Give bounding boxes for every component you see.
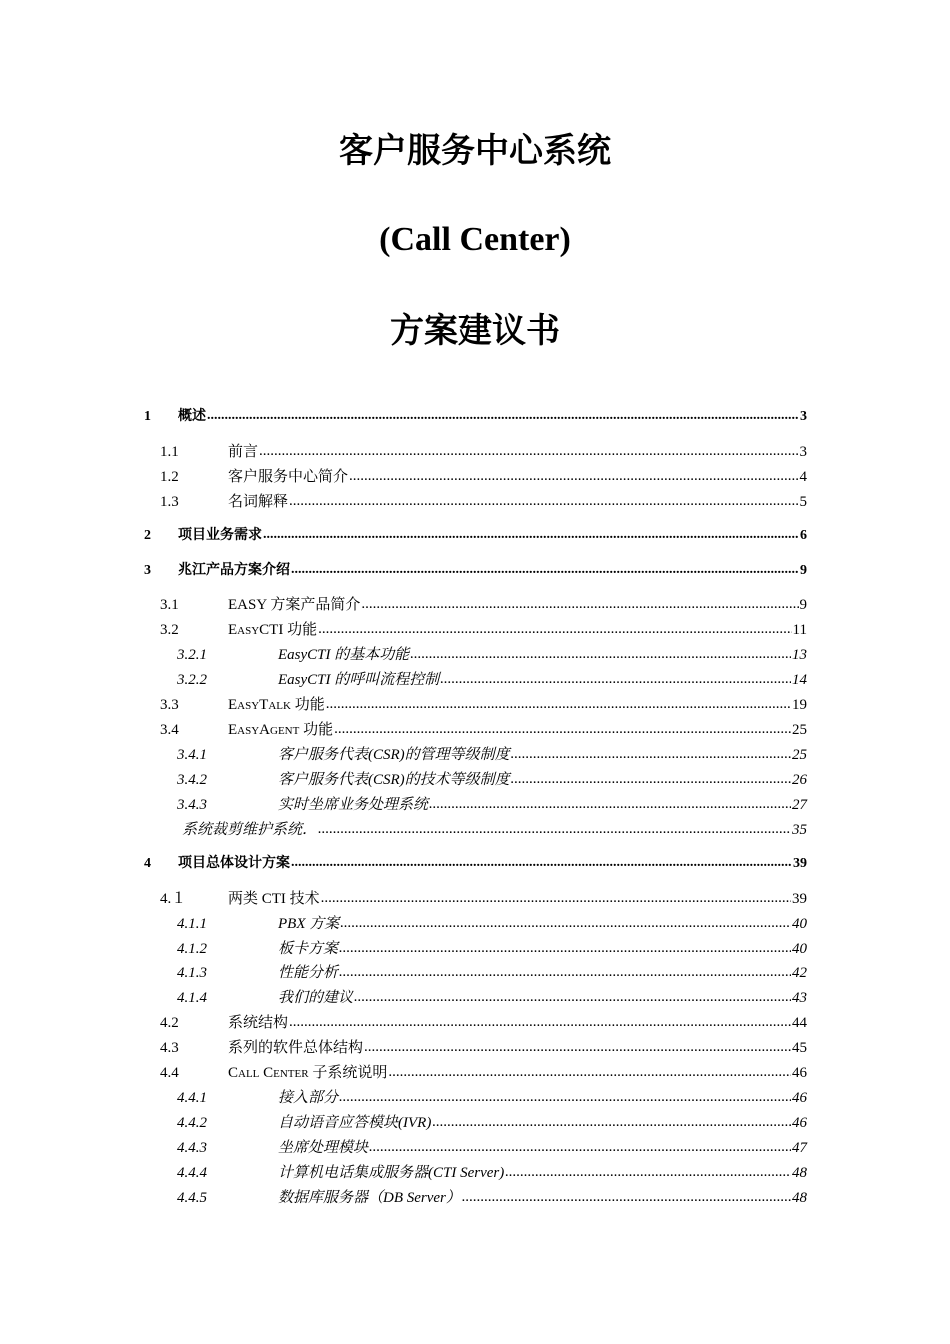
toc-entry-title: 系统裁剪维护系统．: [182, 822, 318, 838]
toc-entry-page: 27: [792, 797, 807, 813]
toc-entry-number: 3.4.1: [177, 747, 207, 763]
toc-entry-title: 名词解释: [228, 494, 289, 510]
toc-leader-dots: [361, 592, 798, 616]
toc-entry[interactable]: [160, 490, 807, 514]
toc-entry-number: 1.1: [160, 444, 179, 460]
toc-entry-number: 3.2.2: [177, 672, 207, 688]
toc-entry-number: 3.4.3: [177, 797, 207, 813]
toc-entry-page: 40: [792, 941, 807, 957]
toc-entry-title: 我们的建议: [278, 990, 354, 1006]
toc-leader-dots: [511, 767, 791, 791]
toc-leader-dots: [339, 960, 791, 984]
toc-entry-page: 3: [799, 444, 807, 460]
toc-entry[interactable]: [177, 961, 807, 985]
toc-entry-number: 4.4.3: [177, 1140, 207, 1156]
toc-leader-dots: [259, 439, 798, 463]
toc-entry-number: 1.2: [160, 469, 179, 485]
toc-entry-title: EasyCTI 的基本功能: [278, 647, 410, 663]
toc-entry-number: 4.2: [160, 1015, 179, 1031]
toc-entry[interactable]: [160, 1011, 807, 1035]
toc-entry-title: 概述: [178, 409, 206, 424]
toc-entry-number: 3.2: [160, 622, 179, 638]
toc-entry-page: 25: [792, 722, 807, 738]
toc-leader-dots: [339, 936, 791, 960]
toc-leader-dots: [354, 985, 791, 1009]
toc-entry[interactable]: [144, 559, 807, 583]
toc-entry[interactable]: [160, 718, 807, 742]
toc-entry-page: 45: [792, 1040, 807, 1056]
toc-entry-page: 25: [792, 747, 807, 763]
toc-entry-title: 系统结构: [228, 1015, 289, 1031]
toc-entry-number: 4.4.5: [177, 1190, 207, 1206]
toc-entry[interactable]: [177, 768, 807, 792]
toc-leader-dots: [326, 692, 791, 716]
toc-entry[interactable]: [177, 986, 807, 1010]
toc-entry-number: 4.4.2: [177, 1115, 207, 1131]
toc-entry-page: 40: [792, 916, 807, 932]
toc-leader-dots: [334, 717, 791, 741]
toc-entry-page: 3: [800, 409, 807, 424]
toc-entry-page: 46: [792, 1115, 807, 1131]
toc-entry[interactable]: [177, 1136, 807, 1160]
toc-entry[interactable]: [177, 643, 807, 667]
toc-entry-title: 客户服务中心简介: [228, 469, 349, 485]
toc-entry[interactable]: [160, 465, 807, 489]
toc-entry-number: 4: [144, 856, 151, 871]
toc-entry[interactable]: [177, 912, 807, 936]
toc-entry[interactable]: [177, 1111, 807, 1135]
toc-entry[interactable]: [160, 693, 807, 717]
toc-entry-page: 48: [792, 1165, 807, 1181]
toc-leader-dots: [339, 1085, 791, 1109]
toc-leader-dots: [429, 792, 791, 816]
toc-entry-title: 兆江产品方案介绍: [178, 563, 290, 578]
toc-entry-number: 4.4.1: [177, 1090, 207, 1106]
toc-leader-dots: [369, 1135, 791, 1159]
toc-entry-title: EASY 方案产品简介: [228, 597, 361, 613]
toc-entry-number: 4.1.1: [177, 916, 207, 932]
toc-entry-page: 43: [792, 990, 807, 1006]
toc-entry[interactable]: [144, 852, 807, 876]
toc-entry-number: 3.4.2: [177, 772, 207, 788]
document-title: 客户服务中心系统: [339, 133, 611, 170]
toc-leader-dots: [364, 1035, 791, 1059]
toc-leader-dots: [511, 742, 791, 766]
toc-entry-page: 5: [799, 494, 807, 510]
toc-entry[interactable]: [144, 405, 807, 429]
toc-entry-title: 接入部分: [278, 1090, 339, 1106]
toc-entry-title: 计算机电话集成服务器(CTI Server): [278, 1165, 505, 1181]
toc-leader-dots: [505, 1160, 791, 1184]
toc-entry-number: 1: [144, 409, 151, 424]
toc-entry[interactable]: [177, 743, 807, 767]
toc-entry-page: 11: [792, 622, 807, 638]
toc-entry-number: 3.4: [160, 722, 179, 738]
toc-entry[interactable]: [160, 887, 807, 911]
toc-entry-title: 实时坐席业务处理系统: [278, 797, 429, 813]
toc-entry-number: 4.3: [160, 1040, 179, 1056]
toc-entry-page: 4: [799, 469, 807, 485]
toc-entry-title: EasyCTI 的呼叫流程控制: [278, 672, 440, 688]
toc-entry-page: 39: [793, 856, 807, 871]
toc-entry-title: 系列的软件总体结构: [228, 1040, 364, 1056]
toc-entry-number: 3.2.1: [177, 647, 207, 663]
toc-leader-dots: [410, 642, 791, 666]
toc-entry[interactable]: [144, 524, 807, 548]
toc-leader-dots: [263, 523, 799, 547]
toc-entry-page: 13: [792, 647, 807, 663]
toc-entry-title: 客户服务代表(CSR)的管理等级制度: [278, 747, 510, 763]
toc-entry-page: 9: [799, 597, 807, 613]
toc-entry-number: 4.1.3: [177, 965, 207, 981]
toc-entry-title: 前言: [228, 444, 259, 460]
toc-leader-dots: [440, 667, 791, 691]
toc-entry-page: 44: [792, 1015, 807, 1031]
document-subtitle-english: (Call Center): [379, 221, 571, 258]
toc-entry-number: 3.3: [160, 697, 179, 713]
toc-entry-title: PBX 方案: [278, 916, 340, 932]
toc-entry-page: 46: [792, 1065, 807, 1081]
toc-entry-number: 2: [144, 528, 151, 543]
toc-entry[interactable]: [160, 440, 807, 464]
toc-entry-page: 19: [792, 697, 807, 713]
toc-leader-dots: [207, 404, 799, 428]
toc-entry[interactable]: [177, 1161, 807, 1185]
toc-entry-title: EasyTalk 功能: [228, 697, 325, 713]
toc-entry-title: 项目业务需求: [178, 528, 262, 543]
toc-entry-page: 35: [792, 822, 807, 838]
toc-entry-page: 14: [792, 672, 807, 688]
toc-entry-number: 1.3: [160, 494, 179, 510]
toc-entry[interactable]: [160, 1036, 807, 1060]
toc-leader-dots: [318, 617, 791, 641]
toc-entry-title: EasyAgent 功能: [228, 722, 334, 738]
toc-leader-dots: [289, 1010, 791, 1034]
toc-entry-title: 数据库服务器（DB Server）: [278, 1190, 461, 1206]
toc-leader-dots: [349, 464, 798, 488]
toc-entry[interactable]: [182, 818, 807, 842]
toc-entry-page: 26: [792, 772, 807, 788]
toc-entry-title: 板卡方案: [278, 941, 339, 957]
toc-entry-title: Call Center 子系统说明: [228, 1065, 388, 1081]
toc-entry-title: 客户服务代表(CSR)的技术等级制度: [278, 772, 510, 788]
toc-leader-dots: [432, 1110, 791, 1134]
toc-entry[interactable]: [177, 1086, 807, 1110]
toc-entry-number: 4.１: [160, 891, 187, 907]
toc-leader-dots: [291, 558, 799, 582]
toc-entry-page: 9: [800, 563, 807, 578]
toc-entry-number: 3: [144, 563, 151, 578]
toc-leader-dots: [291, 851, 792, 875]
toc-entry[interactable]: [177, 793, 807, 817]
toc-leader-dots: [318, 817, 791, 841]
toc-entry-page: 48: [792, 1190, 807, 1206]
toc-leader-dots: [462, 1185, 791, 1209]
toc-entry[interactable]: [160, 593, 807, 617]
toc-entry-page: 46: [792, 1090, 807, 1106]
toc-entry[interactable]: [177, 1186, 807, 1210]
toc-entry-number: 4.1.4: [177, 990, 207, 1006]
toc-entry[interactable]: [177, 668, 807, 692]
toc-entry-title: 项目总体设计方案: [178, 856, 290, 871]
toc-entry-page: 39: [792, 891, 807, 907]
toc-entry-title: 性能分析: [278, 965, 339, 981]
toc-entry-title: 坐席处理模块: [278, 1140, 369, 1156]
toc-entry-title: EasyCTI 功能: [228, 622, 318, 638]
toc-leader-dots: [321, 886, 791, 910]
document-subtitle: 方案建议书: [390, 313, 560, 350]
toc-entry[interactable]: [160, 618, 807, 642]
toc-leader-dots: [388, 1060, 791, 1084]
toc-entry-title: 两类 CTI 技术: [228, 891, 320, 907]
toc-entry-page: 47: [792, 1140, 807, 1156]
toc-entry[interactable]: [160, 1061, 807, 1085]
toc-leader-dots: [289, 489, 798, 513]
toc-leader-dots: [340, 911, 791, 935]
toc-entry[interactable]: [177, 937, 807, 961]
toc-entry-number: 4.4.4: [177, 1165, 207, 1181]
toc-entry-number: 4.4: [160, 1065, 179, 1081]
toc-entry-number: 3.1: [160, 597, 179, 613]
toc-entry-page: 42: [792, 965, 807, 981]
toc-entry-title: 自动语音应答模块(IVR): [278, 1115, 432, 1131]
toc-entry-page: 6: [800, 528, 807, 543]
toc-entry-number: 4.1.2: [177, 941, 207, 957]
